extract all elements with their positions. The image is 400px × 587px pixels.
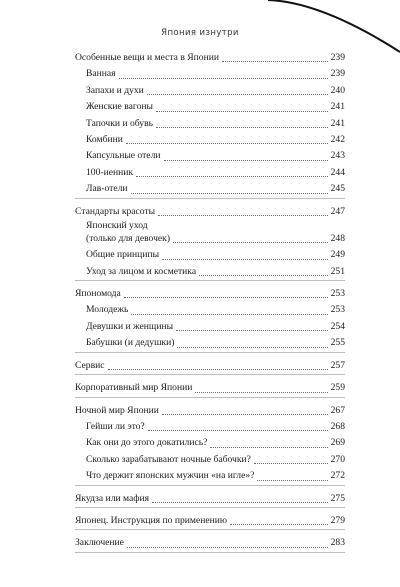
toc-page-number: 255 bbox=[330, 337, 345, 349]
toc-chapter-entry[interactable] bbox=[75, 491, 345, 507]
section-divider bbox=[75, 397, 345, 398]
toc-page-number: 243 bbox=[330, 150, 345, 162]
toc-section bbox=[75, 286, 345, 353]
toc-entry-title: Стандарты красоты bbox=[75, 205, 156, 217]
toc-entry-title: Тапочки и обувь bbox=[86, 117, 154, 129]
toc-entry-title: Ванная bbox=[86, 68, 116, 80]
toc-page-number: 272 bbox=[330, 470, 345, 482]
toc-page-number: 279 bbox=[330, 514, 345, 526]
toc-chapter-entry[interactable] bbox=[75, 535, 345, 551]
toc-entry-title: Бабушки (и дедушки) bbox=[86, 337, 175, 349]
toc-entry-title: Молодежь bbox=[86, 304, 129, 316]
toc-subentry[interactable] bbox=[75, 468, 345, 484]
toc-page-number: 239 bbox=[330, 52, 345, 63]
dot-leader bbox=[108, 369, 328, 370]
dot-leader bbox=[119, 78, 328, 79]
dot-leader bbox=[156, 111, 328, 112]
dot-leader bbox=[131, 314, 327, 315]
toc-entry-title: Лав-отели bbox=[86, 183, 128, 195]
section-divider bbox=[75, 507, 345, 508]
toc-entry-title: Как они до этого докатились? bbox=[86, 437, 208, 449]
toc-page-number: 253 bbox=[330, 304, 345, 316]
toc-page-number: 270 bbox=[330, 453, 345, 465]
section-divider bbox=[75, 529, 345, 530]
toc-page-number: 267 bbox=[330, 404, 345, 416]
toc-page-number: 275 bbox=[330, 492, 345, 504]
section-divider bbox=[75, 280, 345, 281]
toc-chapter-entry[interactable] bbox=[75, 403, 345, 419]
dot-leader bbox=[176, 330, 328, 331]
dot-leader bbox=[257, 480, 327, 481]
toc-subentry[interactable] bbox=[75, 99, 345, 115]
toc-subentry[interactable] bbox=[75, 66, 345, 82]
dot-leader bbox=[131, 193, 328, 194]
dot-leader bbox=[162, 414, 328, 415]
dot-leader bbox=[177, 347, 327, 348]
toc-subentry[interactable] bbox=[75, 419, 345, 435]
toc-section bbox=[75, 204, 345, 281]
toc-entry-title: Капсульные отели bbox=[86, 150, 161, 162]
toc-entry-title: Что держит японских мужчин «на игле»? bbox=[86, 470, 255, 482]
toc-page-number: 259 bbox=[330, 382, 345, 394]
toc-page-number: 245 bbox=[330, 183, 345, 195]
dot-leader bbox=[254, 463, 328, 464]
toc-chapter-entry[interactable] bbox=[75, 286, 345, 302]
toc-chapter-entry[interactable] bbox=[75, 513, 345, 529]
dot-leader bbox=[199, 275, 328, 276]
toc-subentry[interactable] bbox=[75, 264, 345, 280]
toc-page-number: 247 bbox=[330, 205, 345, 217]
toc-subentry[interactable] bbox=[75, 247, 345, 263]
dot-leader bbox=[148, 430, 328, 431]
section-divider bbox=[75, 552, 345, 553]
toc-section bbox=[75, 403, 345, 486]
dot-leader bbox=[136, 176, 328, 177]
toc-entry-title: Япономода bbox=[75, 288, 121, 300]
toc-entry-title: Японец. Инструкция по применению bbox=[75, 514, 228, 526]
toc-section bbox=[75, 50, 345, 199]
dot-leader bbox=[152, 502, 328, 503]
toc-page-number: 242 bbox=[330, 134, 345, 146]
toc-section bbox=[75, 358, 345, 375]
toc-page-number: 241 bbox=[330, 101, 345, 113]
toc-entry-title: Корпоративный мир Японии bbox=[75, 382, 193, 394]
toc-subentry[interactable] bbox=[75, 165, 345, 181]
toc-section bbox=[75, 491, 345, 508]
toc-page-number: 253 bbox=[330, 288, 345, 300]
dot-leader bbox=[210, 447, 327, 448]
toc-chapter-entry[interactable] bbox=[75, 358, 345, 374]
toc-subentry[interactable] bbox=[75, 116, 345, 132]
toc-subentry[interactable] bbox=[75, 148, 345, 164]
toc-entry-title: Запахи и духи bbox=[86, 84, 144, 96]
toc-page-number: 249 bbox=[330, 249, 345, 261]
toc-page-number: 244 bbox=[330, 166, 345, 178]
toc-entry-title: Уход за лицом и косметика bbox=[86, 265, 197, 277]
section-divider bbox=[75, 485, 345, 486]
toc-chapter-entry[interactable] bbox=[75, 380, 345, 396]
dot-leader bbox=[127, 547, 328, 548]
toc-section bbox=[75, 513, 345, 530]
toc-entry-title-line: (только для девочек) bbox=[86, 232, 171, 244]
toc-entry-title: 100-иенник bbox=[86, 166, 134, 178]
toc-page-number: 248 bbox=[330, 232, 345, 244]
dot-leader bbox=[124, 297, 328, 298]
dot-leader bbox=[230, 524, 328, 525]
toc-entry-title: Сколько зарабатывают ночные бабочки? bbox=[86, 453, 251, 465]
dot-leader bbox=[147, 94, 328, 95]
toc-entry-title-line: Японский уход bbox=[86, 220, 148, 232]
dot-leader bbox=[195, 392, 327, 393]
toc-page-number: 254 bbox=[330, 320, 345, 332]
dot-leader bbox=[162, 259, 328, 260]
toc-page-number: 241 bbox=[330, 117, 345, 129]
toc-subentry[interactable] bbox=[75, 181, 345, 197]
toc-subentry[interactable] bbox=[75, 132, 345, 148]
toc-entry-title: Ночной мир Японии bbox=[75, 404, 159, 416]
dot-leader bbox=[173, 242, 328, 243]
dot-leader bbox=[158, 215, 328, 216]
toc-page-number: 268 bbox=[330, 420, 345, 432]
dot-leader bbox=[156, 127, 328, 128]
toc-chapter-entry[interactable] bbox=[75, 50, 345, 66]
toc-entry-title: Особенные вещи и места в Японии bbox=[75, 52, 220, 63]
toc-entry-title bbox=[86, 220, 170, 247]
table-of-contents bbox=[75, 50, 345, 558]
toc-page-number: 269 bbox=[330, 437, 345, 449]
toc-subentry[interactable] bbox=[75, 319, 345, 335]
section-divider bbox=[75, 374, 345, 375]
dot-leader bbox=[222, 61, 328, 62]
toc-section bbox=[75, 380, 345, 397]
dot-leader bbox=[164, 160, 328, 161]
toc-subentry[interactable] bbox=[75, 452, 345, 468]
toc-entry-title: Сервис bbox=[75, 359, 105, 371]
running-header: Япония изнутри bbox=[161, 28, 239, 38]
toc-subentry[interactable] bbox=[75, 302, 345, 318]
toc-entry-title: Девушки и женщины bbox=[86, 320, 174, 332]
toc-entry-title: Общие принципы bbox=[86, 249, 160, 261]
toc-page-number: 257 bbox=[330, 359, 345, 371]
toc-subentry[interactable] bbox=[75, 83, 345, 99]
toc-entry-title: Женские вагоны bbox=[86, 101, 153, 113]
toc-entry-title: Заключение bbox=[75, 537, 124, 549]
toc-entry-title: Гейши ли это? bbox=[86, 420, 145, 432]
toc-entry-title: Якудза или мафия bbox=[75, 492, 150, 504]
toc-subentry[interactable] bbox=[75, 335, 345, 351]
dot-leader bbox=[126, 143, 328, 144]
toc-page-number: 283 bbox=[330, 537, 345, 549]
toc-section bbox=[75, 535, 345, 552]
toc-page-number: 240 bbox=[330, 84, 345, 96]
toc-subentry[interactable] bbox=[75, 220, 345, 247]
toc-page-number: 239 bbox=[330, 68, 345, 80]
toc-page-number: 251 bbox=[330, 265, 345, 277]
section-divider bbox=[75, 198, 345, 199]
toc-subentry[interactable] bbox=[75, 435, 345, 451]
toc-chapter-entry[interactable] bbox=[75, 204, 345, 220]
section-divider bbox=[75, 352, 345, 353]
toc-entry-title: Комбини bbox=[86, 134, 123, 146]
